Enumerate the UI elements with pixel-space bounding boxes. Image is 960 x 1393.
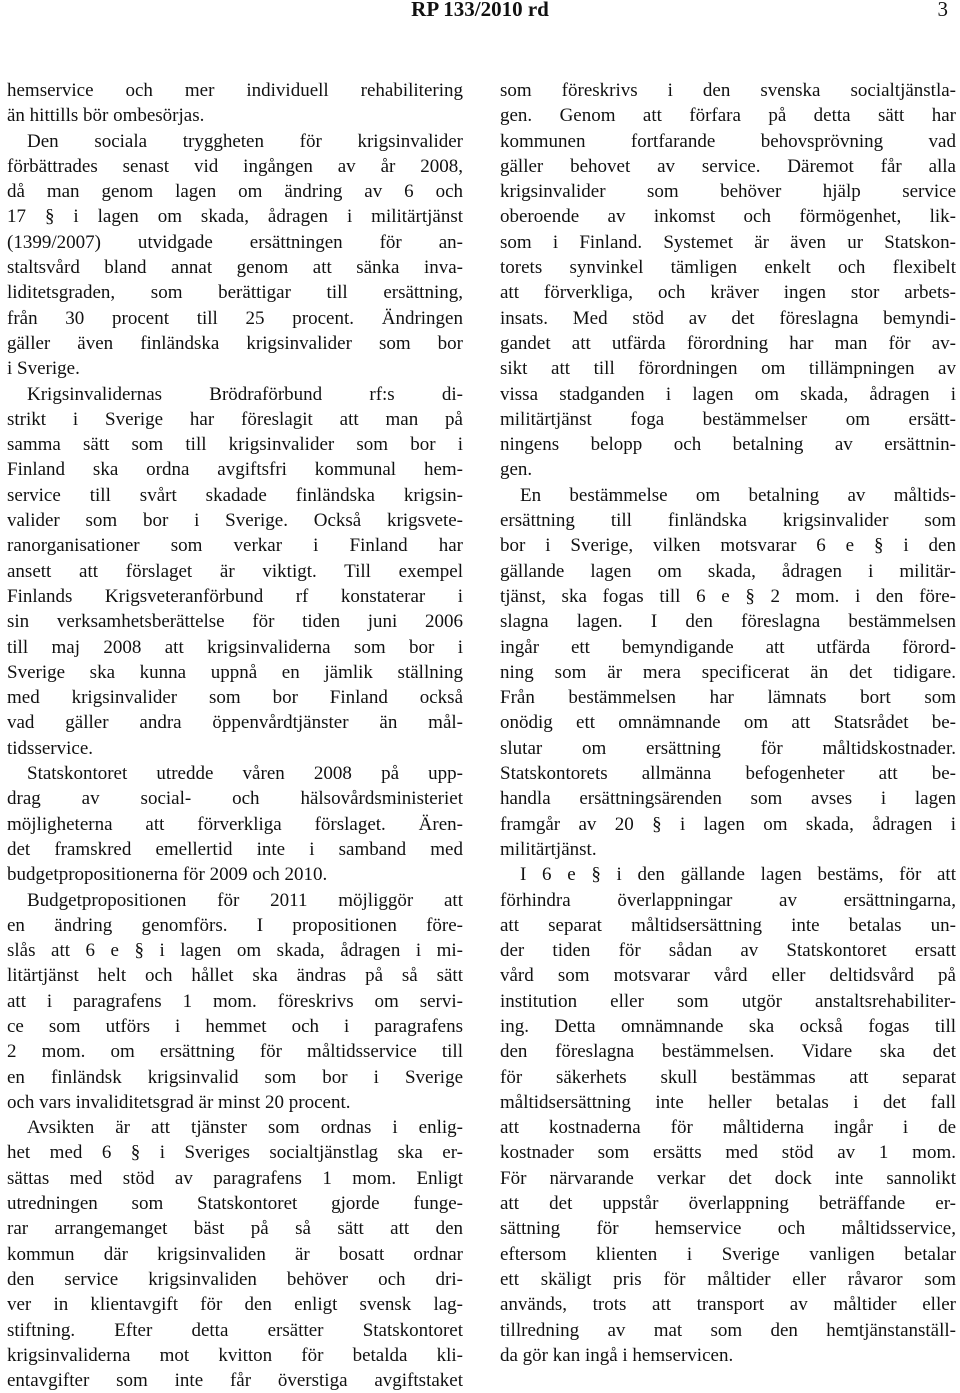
text-line: tillredning av mat som den hemtjänstanställ- <box>500 1319 956 1341</box>
text-line: förhindra överlappningar av ersättningarna, <box>500 889 956 911</box>
text-line: I 6 e § i den gällande lagen bestäms, för att <box>520 864 956 886</box>
text-line: att i paragrafens 1 mom. föreskrivs om servi- <box>7 990 463 1012</box>
text-line: Sverige ska kunna uppnå en jämlik ställning <box>7 661 463 683</box>
text-line: ersättning till finländska krigsinvalider som <box>500 510 956 532</box>
text-line: att förverkliga, och kräver ingen stor arbets- <box>500 282 956 304</box>
text-line: det framskred emellertid inte i samband med <box>7 838 463 860</box>
page-header <box>0 0 960 20</box>
text-line: valider som bor i Sverige. Också krigsvete- <box>7 510 463 532</box>
text-line: drag av social- och hälsovårdsministeriet <box>7 788 463 810</box>
text-line: budgetpropositionerna för 2009 och 2010. <box>7 864 328 886</box>
text-line: vissa stadganden i lagen om skada, ådragen i <box>500 383 956 405</box>
text-line: Finlands Krigsveteranförbund rf konstaterar i <box>7 585 463 607</box>
text-line: med krigsinvalider som bor Finland också <box>7 687 463 709</box>
text-line: används, trots att transport av måltider eller <box>500 1294 956 1316</box>
text-line: slutar om ersättning för måltidskostnader. <box>500 737 956 759</box>
text-line: hemservice och mer individuell rehabilitering <box>7 80 463 101</box>
text-line: kostnader som ersätts med stöd av 1 mom. <box>500 1142 956 1164</box>
text-line: som i Finland. Systemet är även ur Statskon- <box>500 231 956 253</box>
text-line: 17 § i lagen om skada, ådragen i militärtjänst <box>7 206 463 228</box>
text-line: Finland ska ordna avgiftsfri kommunal hem- <box>7 459 463 481</box>
text-line: den service krigsinvaliden behöver och dri- <box>7 1268 463 1290</box>
text-line: förbättrades senast vid ingången av år 2008, <box>7 155 463 177</box>
text-line: Krigsinvalidernas Brödraförbund rf:s di- <box>27 383 463 405</box>
text-line: insats. Med stöd av det föreslagna bemyndi- <box>500 307 956 329</box>
text-line: att kostnaderna för måltiderna ingår i de <box>500 1117 956 1139</box>
text-line: Statskontoret utredde våren 2008 på upp- <box>27 763 463 785</box>
text-line: att det uppstår överlappning beträffande er- <box>500 1193 956 1215</box>
text-line: den föreslagna bestämmelsen. Vidare ska det <box>500 1041 956 1063</box>
text-line: tjänst, ska fogas till 6 e § 2 mom. i den före- <box>500 585 956 607</box>
text-line: en finländsk krigsinvalid som bor i Sverige <box>7 1066 463 1088</box>
text-line: sikt att till förordningen om tillämpningen av <box>500 358 956 380</box>
text-line: het med 6 § i Sveriges socialtjänstlag ska er- <box>7 1142 463 1164</box>
text-line: gällande lagen om skada, ådragen i militär- <box>500 560 956 582</box>
text-line: slagna lagen. I den föreslagna bestämmelsen <box>500 611 956 633</box>
text-line: kommunen fortfarande behovsprövning vad <box>500 130 956 152</box>
text-line: möjligheterna att förverkliga förslaget. Ären- <box>7 813 463 835</box>
text-line: En bestämmelse om betalning av måltids- <box>520 484 956 506</box>
text-line: krigsinvalider som behöver hjälp service <box>500 181 956 203</box>
text-line: för säkerhets skull bestämmas att separat <box>500 1066 956 1088</box>
text-line: ning som är mera specificerat än det tidigare. <box>500 661 956 683</box>
text-line: Den sociala tryggheten för krigsinvalider <box>27 130 463 152</box>
text-line: utredningen som Statskontoret gjorde funge- <box>7 1193 463 1215</box>
text-line: Statskontorets allmänna befogenheter att be- <box>500 763 956 785</box>
text-line: (1399/2007) utvidgade ersättningen för an- <box>7 231 463 253</box>
page-number: 3 <box>937 0 948 21</box>
text-line: gen. Genom att förfara på detta sätt har <box>500 105 956 127</box>
text-line: Från bestämmelsen har lämnats bort som <box>500 687 956 709</box>
text-line: som föreskrivs i den svenska socialtjänstla- <box>500 80 956 101</box>
text-line: en ändring genomförs. I propositionen före- <box>7 914 463 936</box>
text-line: krigsinvaliderna mot kvitton för betalda kli- <box>7 1344 463 1366</box>
text-line: ver in klientavgift för den enligt svensk lag- <box>7 1294 463 1316</box>
text-line: sin verksamhetsberättelse för tiden juni 2006 <box>7 611 463 633</box>
text-line: eftersom klienten i Sverige vanligen betalar <box>500 1243 956 1265</box>
text-line: liditetsgraden, som berättigar till ersättning, <box>7 282 463 304</box>
text-line: militärtjänst foga bestämmelser om ersätt- <box>500 408 956 430</box>
text-line: institution eller som utgör anstaltsrehabiliter- <box>500 990 956 1012</box>
document-id: RP 133/2010 rd <box>411 0 549 21</box>
text-line: service till svårt skadade finländska krigsin- <box>7 484 463 506</box>
text-line: da gör kan ingå i hemservicen. <box>500 1344 734 1366</box>
text-line: kommun där krigsinvaliden är bosatt ordnar <box>7 1243 463 1265</box>
text-line: gäller även finländska krigsinvalider som bor <box>7 332 463 354</box>
text-line: gäller behovet av service. Däremot får alla <box>500 155 956 177</box>
text-line: att separat måltidsersättning inte betalas un- <box>500 914 956 936</box>
text-line: än hittills bör ombesörjas. <box>7 105 205 127</box>
text-line: måltidsersättning inte heller betalas i det fall <box>500 1091 956 1113</box>
text-line: tidsservice. <box>7 737 94 759</box>
text-line: bor i Sverige, vilken motsvarar 6 e § i den <box>500 535 956 557</box>
text-line: i Sverige. <box>7 358 80 380</box>
text-line: till maj 2008 att krigsinvaliderna som bor i <box>7 636 463 658</box>
text-line: ett skäligt pris för måltider eller råvaror som <box>500 1268 956 1290</box>
text-line: då man genom lagen om ändring av 6 och <box>7 181 463 203</box>
text-line: Avsikten är att tjänster som ordnas i enlig- <box>27 1117 463 1139</box>
text-line: ranorganisationer som verkar i Finland har <box>7 535 463 557</box>
text-line: 2 mom. om ersättning för måltidsservice till <box>7 1041 463 1063</box>
text-line: gen. <box>500 459 533 481</box>
text-line: staltsvård bland annat genom att sänka inva- <box>7 257 463 279</box>
text-line: För närvarande verkar det dock inte sannolikt <box>500 1167 956 1189</box>
left-text-column <box>7 78 463 1393</box>
text-line: onödig ett omnämnande om att Statsrådet be- <box>500 712 956 734</box>
right-text-column <box>500 78 956 1368</box>
text-line: sättning för hemservice och måltidsservice, <box>500 1218 956 1240</box>
text-line: entavgifter som inte får överstiga avgiftstaket <box>7 1370 463 1392</box>
text-line: från 30 procent till 25 procent. Ändringen <box>7 307 463 329</box>
text-line: ingår ett bemyndigande att utfärda förord- <box>500 636 956 658</box>
text-line: rar arrangemanget bäst på så sätt att den <box>7 1218 463 1240</box>
text-line: handla ersättningsärenden som avses i lagen <box>500 788 956 810</box>
text-line: sättas med stöd av paragrafens 1 mom. Enligt <box>7 1167 463 1189</box>
text-line: ningens belopp och betalning av ersättnin- <box>500 434 956 456</box>
text-line: samma sätt som till krigsinvalider som bor i <box>7 434 463 456</box>
text-line: ing. Detta omnämnande ska också fogas till <box>500 1015 956 1037</box>
text-line: oberoende av inkomst och förmögenhet, lik- <box>500 206 956 228</box>
text-line: der tiden för sådan av Statskontoret ersatt <box>500 940 956 962</box>
text-line: vad gäller andra öppenvårdtjänster än mål- <box>7 712 463 734</box>
text-line: ce som utförs i hemmet och i paragrafens <box>7 1015 463 1037</box>
text-line: stiftning. Efter detta ersätter Statskontoret <box>7 1319 463 1341</box>
text-line: litärtjänst helt och hållet ska ändras på så sätt <box>7 965 463 987</box>
text-line: framgår av 20 § i lagen om skada, ådragen i <box>500 813 956 835</box>
text-line: ansett att förslaget är viktigt. Till exempel <box>7 560 463 582</box>
text-line: och vars invaliditetsgrad är minst 20 procent. <box>7 1091 351 1113</box>
text-line: militärtjänst. <box>500 838 597 860</box>
text-line: vård som motsvarar vård eller deltidsvård på <box>500 965 956 987</box>
text-line: Budgetpropositionen för 2011 möjliggör att <box>27 889 463 911</box>
text-line: strikt i Sverige har föreslagit att man på <box>7 408 463 430</box>
text-line: torets synvinkel tämligen enkelt och flexibelt <box>500 257 956 279</box>
text-line: slås att 6 e § i lagen om skada, ådragen i mi- <box>7 940 463 962</box>
text-line: gandet att utfärda förordning har man för av- <box>500 332 956 354</box>
